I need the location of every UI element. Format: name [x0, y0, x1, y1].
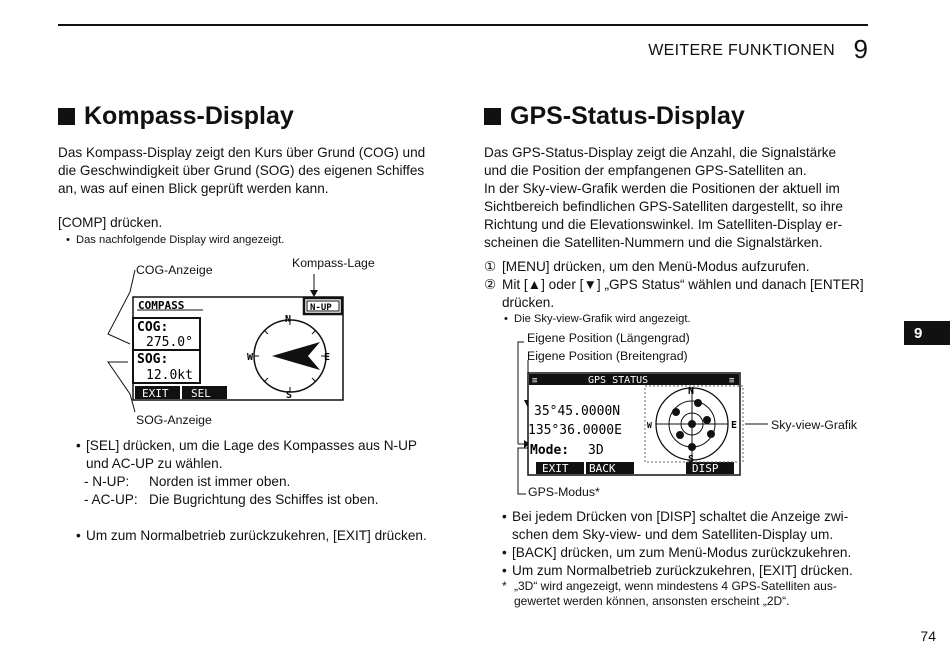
compass-lcd-title: COMPASS — [138, 299, 185, 312]
sel-softkey-label: SEL — [191, 387, 211, 400]
step-text: [MENU] drücken, um den Menü-Modus aufzurufen. — [502, 259, 810, 274]
compass-east: E — [324, 352, 331, 363]
gps-heading — [484, 102, 745, 131]
sky-north: N — [688, 386, 695, 397]
gps-mode-field-label: Mode: — [530, 443, 570, 458]
gps-mode-label: GPS-Modus* — [528, 485, 600, 499]
intro-line: Richtung und die Elevationswinkel. Im Satelliten-Display er- — [484, 217, 843, 232]
step-number: ② — [484, 277, 497, 292]
sky-west: W — [647, 421, 652, 430]
cog-label: COG-Anzeige — [136, 263, 213, 277]
gps-heading-text: GPS-Status-Display — [510, 102, 745, 130]
satellite-icon — [672, 408, 680, 416]
compass-mode: N-UP — [310, 303, 332, 313]
svg-text:≡: ≡ — [729, 376, 735, 386]
gps-step-note — [502, 312, 691, 326]
bullet-back: • [BACK] drücken, um zum Menü-Modus zurückzukehren. — [500, 544, 880, 562]
footnote-line: gewertet werden können, ansonsten erscheint „2D“. — [514, 594, 790, 608]
step-note-item: • Die Sky-view-Grafik wird angezeigt. — [502, 312, 691, 326]
gps-longitude: 135°36.0000E — [528, 423, 622, 438]
compass-diagram — [100, 262, 360, 422]
exit-softkey-label: EXIT — [142, 387, 169, 400]
compass-position-label: Kompass-Lage — [292, 256, 375, 270]
intro-line: Das GPS-Status-Display zeigt die Anzahl, die Signalstärke — [484, 145, 837, 160]
sky-south: S — [688, 454, 695, 465]
intro-line: Das Kompass-Display zeigt den Kurs über Grund (COG) und — [58, 145, 426, 160]
intro-line: In der Sky-view-Grafik werden die Positionen der aktuell im — [484, 181, 840, 196]
sog-label: SOG-Anzeige — [136, 413, 212, 427]
acup-desc: Die Bugrichtung des Schiffes ist oben. — [149, 492, 379, 507]
sky-east: E — [731, 420, 738, 431]
nup-row — [74, 473, 454, 491]
gps-intro — [484, 144, 874, 252]
intro-line: Sichtbereich befindlichen GPS-Satelliten dargestellt, so ihre — [484, 199, 843, 214]
compass-step: [COMP] drücken. — [58, 215, 163, 230]
gps-exit-label: EXIT — [542, 462, 569, 475]
intro-line: scheinen die Satelliten-Nummern und die Signalstärken. — [484, 235, 823, 250]
intro-line: und die Position der empfangenen GPS-Satelliten an. — [484, 163, 807, 178]
gps-latitude: 35°45.0000N — [534, 404, 621, 419]
step-text: drücken. — [502, 295, 555, 310]
sog-callout-line — [108, 362, 135, 412]
cog-value: 275.0° — [146, 335, 193, 350]
longitude-label: Eigene Position (Längengrad) — [527, 331, 690, 345]
step-number: ① — [484, 259, 497, 274]
footnote-line: „3D“ wird angezeigt, wenn mindestens 4 GPS-Satelliten aus- — [514, 579, 837, 593]
latitude-label: Eigene Position (Breitengrad) — [527, 349, 688, 363]
satellite-icon — [707, 430, 715, 438]
bullet-line: • Bei jedem Drücken von [DISP] schaltet die Anzeige zwi- — [512, 509, 849, 524]
bullet-exit: • Um zum Normalbetrieb zurückzukehren, [EXIT] drücken. — [500, 562, 880, 580]
compass-heading — [58, 102, 294, 131]
cog-field-label: COG: — [137, 320, 169, 335]
gps-lcd-title: GPS STATUS — [588, 375, 649, 386]
satellite-icon — [703, 416, 711, 424]
bullet-line: • [SEL] drücken, um die Lage des Kompasses aus N-UP — [86, 438, 417, 453]
heading-square-icon — [58, 108, 75, 125]
header-rule — [58, 24, 868, 26]
compass-north: N — [285, 314, 292, 325]
skyview-label: Sky-view-Grafik — [771, 418, 858, 432]
satellite-icon — [676, 431, 684, 439]
intro-line: an, was auf einen Blick geprüft werden kann. — [58, 181, 329, 196]
cog-callout-line — [108, 270, 135, 344]
compass-south: S — [286, 390, 293, 401]
gps-step-1 — [484, 258, 884, 276]
svg-text:≡: ≡ — [532, 376, 538, 386]
chapter-tab: 9 — [904, 321, 950, 345]
bullet-disp — [500, 508, 880, 544]
bullet-sel — [74, 437, 454, 473]
section-title: WEITERE FUNKTIONEN — [648, 42, 835, 59]
gps-disp-label: DISP — [692, 462, 719, 475]
compass-west: W — [247, 352, 254, 363]
satellite-icon — [688, 443, 696, 451]
sog-value: 12.0kt — [146, 368, 193, 383]
page-number: 74 — [920, 628, 936, 644]
acup-key: - AC-UP: — [84, 492, 138, 507]
nup-desc: Norden ist immer oben. — [149, 474, 291, 489]
chapter-number: 9 — [853, 34, 868, 64]
compass-step-note — [64, 233, 284, 247]
satellite-icon — [688, 420, 696, 428]
gps-mode-value: 3D — [588, 443, 604, 458]
gps-bullets — [500, 508, 880, 580]
bullet-exit: • Um zum Normalbetrieb zurückzukehren, [EXIT] drücken. — [74, 527, 454, 545]
bullet-line: und AC-UP zu wählen. — [86, 456, 223, 471]
gps-steps — [484, 258, 884, 312]
gps-diagram — [500, 336, 770, 501]
step-note-item: • Das nachfolgende Display wird angezeigt. — [64, 233, 284, 247]
gps-back-label: BACK — [589, 462, 616, 475]
compass-bullets — [74, 437, 454, 545]
heading-square-icon — [484, 108, 501, 125]
lon-callout-line — [518, 342, 524, 444]
bullet-line: schen dem Sky-view- und dem Satelliten-Display um. — [512, 527, 834, 542]
gps-step-2 — [484, 276, 884, 294]
nup-key: - N-UP: — [84, 474, 130, 489]
footnote-mark: * — [502, 579, 507, 593]
sog-field-label: SOG: — [137, 352, 169, 367]
step-text: Mit [▲] oder [▼] „GPS Status“ wählen und danach [ENTER] — [502, 277, 864, 292]
mode-callout-arrow — [310, 290, 318, 297]
gps-footnote — [502, 579, 882, 609]
compass-heading-text: Kompass-Display — [84, 102, 294, 130]
compass-intro — [58, 144, 448, 198]
satellite-icon — [694, 399, 702, 407]
acup-row — [74, 491, 454, 509]
intro-line: die Geschwindigkeit über Grund (SOG) des eigenen Schiffes — [58, 163, 425, 178]
